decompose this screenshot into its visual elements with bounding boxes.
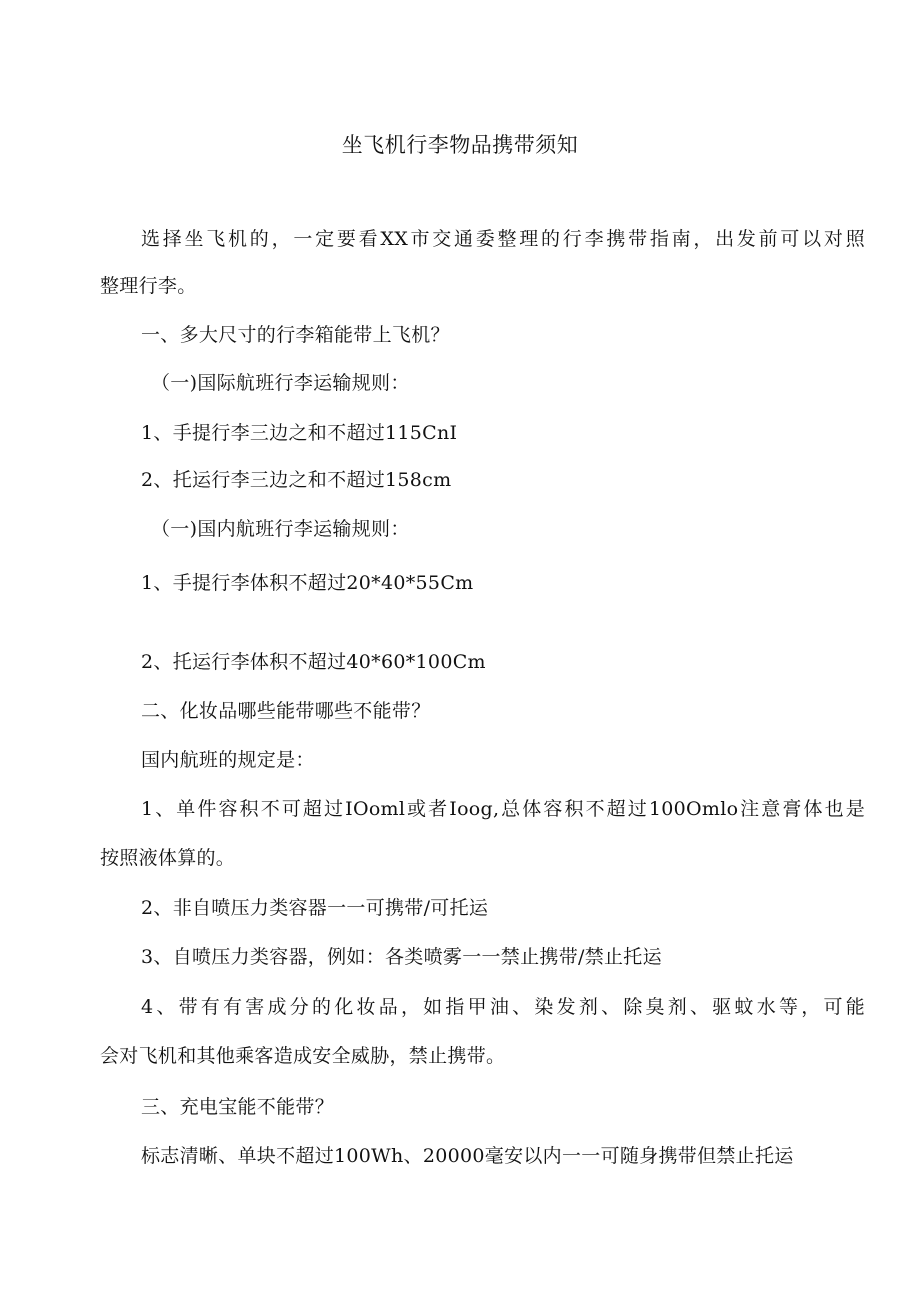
paragraph-power-bank-rule: 标志清晰、单块不超过100Wh、20000毫安以内一一可随身携带但禁止托运 [141,1145,794,1167]
subheading-international-rules: （一)国际航班行李运输规则： [151,372,410,394]
list-item-cosmetics-1-line-1: 1、单件容积不可超过IOoml或者Ioog,总体容积不超过100Omlo注意膏体也是 [141,798,865,820]
list-item-intl-checked: 2、托运行李三边之和不超过158cm [141,469,452,491]
document-title: 坐飞机行李物品携带须知 [341,133,579,157]
section-heading-cosmetics: 二、化妆品哪些能带哪些不能带？ [141,700,431,722]
section-heading-luggage-size: 一、多大尺寸的行李箱能带上飞机？ [141,324,450,346]
paragraph-domestic-rules-label: 国内航班的规定是： [141,749,315,771]
list-item-domestic-carry-on: 1、手提行李体积不超过20*40*55Cm [141,572,474,594]
subheading-domestic-rules: （一)国内航班行李运输规则： [151,518,410,540]
list-item-cosmetics-3: 3、自喷压力类容器，例如：各类喷雾一一禁止携带/禁止托运 [141,946,662,968]
list-item-cosmetics-4-line-1: 4、带有有害成分的化妆品，如指甲油、染发剂、除臭剂、驱蚊水等，可能 [141,996,865,1018]
list-item-cosmetics-4-line-2: 会对飞机和其他乘客造成安全威胁，禁止携带。 [100,1045,506,1067]
list-item-domestic-checked: 2、托运行李体积不超过40*60*100Cm [141,651,486,673]
list-item-intl-carry-on: 1、手提行李三边之和不超过115CnI [141,422,458,444]
section-heading-power-bank: 三、充电宝能不能带？ [141,1096,335,1118]
list-item-cosmetics-2: 2、非自喷压力类容器一一可携带/可托运 [141,897,489,919]
list-item-cosmetics-1-line-2: 按照液体算的。 [100,847,236,869]
paragraph-intro-line-1: 选择坐飞机的，一定要看XX市交通委整理的行李携带指南，出发前可以对照 [141,228,865,250]
paragraph-intro-line-2: 整理行李。 [100,275,197,297]
